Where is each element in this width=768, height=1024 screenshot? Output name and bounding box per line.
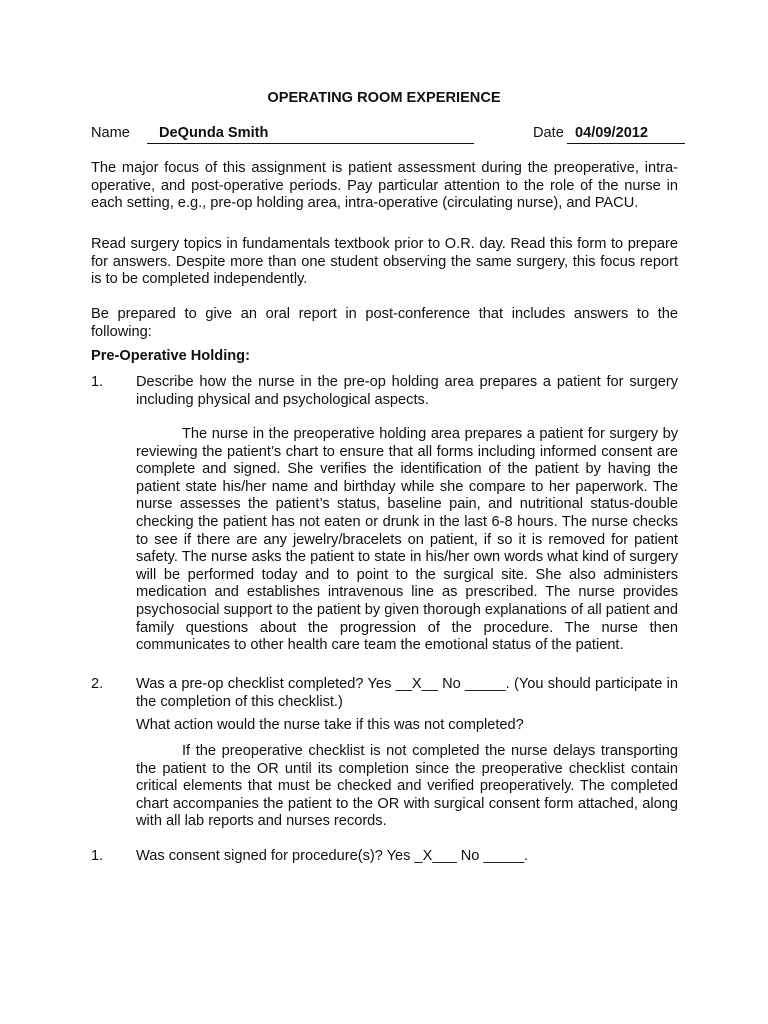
- question-text: Was a pre-op checklist completed? Yes __X__ No _____. (You should participate in the completion of this checklist.): [136, 676, 678, 710]
- name-label: Name: [91, 125, 130, 141]
- question-number: 1.: [91, 848, 104, 864]
- question-number: 1.: [91, 374, 104, 390]
- document-title: OPERATING ROOM EXPERIENCE: [267, 90, 501, 106]
- question-number: 2.: [91, 676, 104, 692]
- question-text: Was consent signed for procedure(s)? Yes _X___ No _____.: [136, 848, 529, 864]
- intro-paragraph-reading: Read surgery topics in fundamentals textbook prior to O.R. day. Read this form to prepare for answers. Despite more than one student observing the same surgery, this focus report is to be completed independently.: [91, 236, 678, 288]
- intro-paragraph-focus: The major focus of this assignment is patient assessment during the preoperative, intra-operative, and post-operative periods. Pay particular attention to the role of the nurse in each setting, e.g., pre-op holding area, intra-operative (circulating nurse), and PACU.: [91, 160, 678, 212]
- question-text: Describe how the nurse in the pre-op holding area prepares a patient for surgery including physical and psychological aspects.: [136, 374, 678, 408]
- followup-question: What action would the nurse take if this was not completed?: [136, 717, 524, 733]
- name-field: DeQunda Smith: [147, 125, 474, 144]
- answer-text: If the preoperative checklist is not completed the nurse delays transporting the patient to the OR until its completion since the preoperative checklist contain critical elements that must be checked and verified preoperatively. The completed chart accompanies the patient to the OR with surgical consent form attached, along with all lab reports and nurses records.: [136, 743, 678, 830]
- answer-text: The nurse in the preoperative holding area prepares a patient for surgery by reviewing the patient’s chart to ensure that all forms including informed consent are complete and signed. She verifies the identification of the patient by having the patient state his/her name and birthday while she compare to her paperwork. The nurse assesses the patient’s status, baseline pain, and nutritional status-double checking the patient has not eaten or drunk in the last 6-8 hours. The nurse checks to see if there are any jewelry/bracelets on patient, if so it is removed for patient safety. The nurse asks the patient to state in his/her own words what kind of surgery will be performed today and to point to the surgical site. She also administers medication and establishes intravenous line as prescribed. The nurse provides psychosocial support to the patient by given thorough explanations of all patient and family questions about the progression of the procedure. The nurse then communicates to other health care team the emotional status of the patient.: [136, 426, 678, 654]
- date-label: Date: [533, 125, 564, 141]
- section-heading: Pre-Operative Holding:: [91, 348, 250, 364]
- date-field: 04/09/2012: [567, 125, 685, 144]
- intro-paragraph-oral-report: Be prepared to give an oral report in post-conference that includes answers to the following:: [91, 306, 678, 340]
